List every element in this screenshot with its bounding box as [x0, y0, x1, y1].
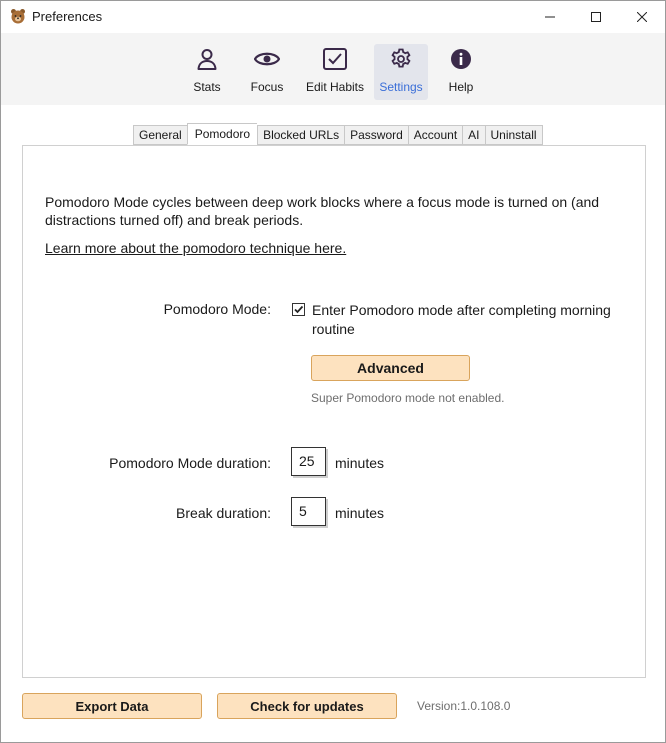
pomodoro-mode-checkbox[interactable]: [292, 303, 305, 316]
break-duration-label: Break duration:: [176, 505, 271, 521]
tab-uninstall[interactable]: Uninstall: [485, 125, 543, 145]
toolbar-settings[interactable]: [374, 44, 428, 100]
toolbar-stats[interactable]: [187, 44, 227, 100]
toolbar-help-label: Help: [448, 80, 474, 94]
toolbar-edit-habits-label: Edit Habits: [305, 80, 365, 94]
pomodoro-mode-checkbox-label[interactable]: Enter Pomodoro mode after completing morning routine: [312, 302, 611, 337]
export-data-button[interactable]: Export Data: [22, 693, 202, 719]
info-icon: [450, 44, 472, 74]
pomodoro-duration-label: Pomodoro Mode duration:: [109, 455, 271, 471]
toolbar-focus-label: Focus: [250, 80, 284, 94]
checkbox-icon: [323, 44, 347, 74]
super-pomodoro-status: Super Pomodoro mode not enabled.: [311, 391, 505, 405]
tab-blocked-urls[interactable]: Blocked URLs: [257, 125, 344, 145]
advanced-button[interactable]: Advanced: [311, 355, 470, 381]
break-duration-unit: minutes: [335, 505, 385, 521]
toolbar-stats-label: Stats: [193, 80, 221, 94]
main-toolbar: [1, 33, 665, 105]
tab-ai[interactable]: AI: [462, 125, 484, 145]
toolbar-help[interactable]: [441, 44, 481, 100]
gear-icon: [390, 44, 412, 74]
version-text: Version:1.0.108.0: [417, 699, 511, 713]
eye-icon: [254, 44, 280, 74]
pomodoro-mode-label: Pomodoro Mode:: [163, 301, 271, 317]
title-bar: [1, 1, 665, 33]
check-updates-button[interactable]: Check for updates: [217, 693, 397, 719]
tab-pomodoro[interactable]: Pomodoro: [187, 123, 257, 145]
pomodoro-description: Pomodoro Mode cycles between deep work blocks where a focus mode is turned on (and distractions turned off) and break periods.: [45, 194, 600, 228]
tab-password[interactable]: Password: [344, 125, 408, 145]
pomodoro-duration-unit: minutes: [335, 455, 385, 471]
pomodoro-duration-input[interactable]: 25: [291, 447, 326, 476]
break-duration-input[interactable]: 5: [291, 497, 326, 526]
window-title: Preferences: [32, 9, 103, 24]
learn-more-link[interactable]: Learn more about the pomodoro technique here.: [45, 240, 347, 256]
tab-account[interactable]: Account: [408, 125, 462, 145]
pomodoro-panel: [22, 145, 646, 678]
close-button[interactable]: [619, 1, 665, 32]
minimize-button[interactable]: [527, 1, 573, 32]
person-icon: [196, 44, 218, 74]
toolbar-edit-habits[interactable]: [303, 44, 367, 100]
tab-general[interactable]: General: [133, 125, 187, 145]
bear-app-icon: [10, 8, 26, 24]
settings-tabs: [133, 125, 543, 145]
maximize-button[interactable]: [573, 1, 619, 32]
toolbar-settings-label: Settings: [379, 80, 423, 94]
toolbar-focus[interactable]: [247, 44, 287, 100]
checkmark-icon: [293, 304, 304, 315]
